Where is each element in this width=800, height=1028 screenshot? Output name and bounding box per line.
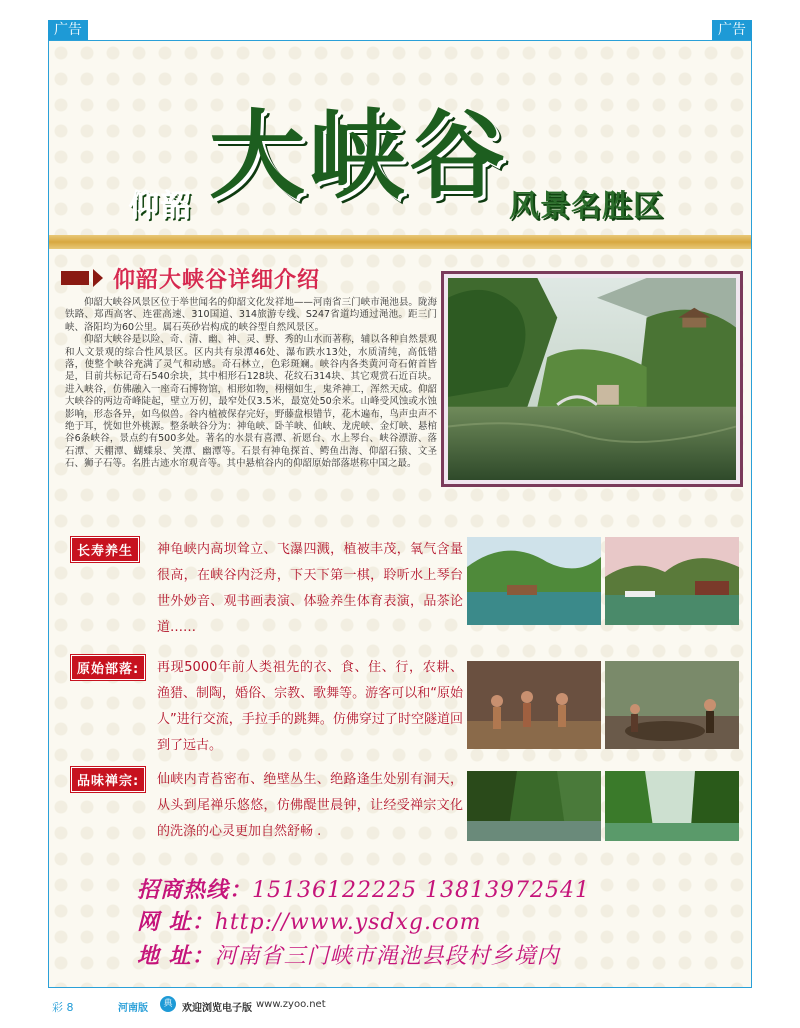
- gorge-lake-photo: [448, 278, 736, 480]
- hotline-label: 招商热线：: [137, 877, 253, 903]
- page-number: 彩 8: [52, 1001, 74, 1014]
- intro-paragraph-2: 仰韶大峡谷是以险、奇、清、幽、神、灵、野、秀的山水而著称，辅以各种自然景观和人文景观的综合性风景区。区内共有泉潭46处、瀑布跌水13处，水质清纯，高低错落，使整个峡谷充满了灵气和动感。奇石林立，色彩斑斓。峡谷内各类黄河奇石俯首皆是，目前共标记奇石540余块，其中相形石128块、花纹石314块、其它观赏石近百块。进入峡谷，仿佛融入一座奇石博物馆，相形如物，栩栩如生，鬼斧神工，浑然天成。仰韶大峡谷的两边奇峰陡起，壁立万仞，最窄处仅3.5米，最宽处50余米。山峰受风蚀或水蚀影响，形态各异，如鸟似兽。谷内植被保存完好，野藤盘根错节，花木遍布，鸟声虫声不绝于耳，恍如世外桃源。整条峡谷分为：神龟峡、卧羊峡、仙峡、龙虎峡、金灯峡、悬棺谷6条峡谷，景点约有500多处。著名的水景有喜潭、祈愿台、水上琴台、峡谷漂游、落石潭、天棚潭、蝴蝶泉、笑潭、幽潭等。石景有神龟探首、鳄鱼出海、仰韶石猿、文圣石、狮子石等。名胜古迹水帘观音等。其中悬棺谷内的仰韶原始部落堪称中国之最。: [65, 334, 437, 470]
- longevity-photo-2: [605, 537, 739, 625]
- hero-title: 大峡谷: [209, 100, 509, 212]
- feature-label: 长寿养生: [71, 537, 139, 562]
- site-link[interactable]: www.zyoo.net: [256, 999, 326, 1010]
- feature-label: 品味禅宗:: [71, 767, 145, 792]
- address-label: 地 址：: [137, 943, 215, 969]
- contact-website: [137, 905, 481, 936]
- gold-divider: [49, 235, 751, 249]
- ad-frame: [48, 40, 752, 988]
- longevity-photo-1: [467, 537, 601, 625]
- section-title: 仰韶大峡谷详细介绍: [113, 268, 321, 293]
- hero-prefix: 仰韶: [129, 189, 193, 224]
- intro-text: [65, 297, 437, 471]
- zen-photo-1: [467, 771, 601, 841]
- address-value: 河南省三门峡市渑池县段村乡境内: [214, 944, 560, 969]
- main-photo: [441, 271, 743, 487]
- edition-label: 河南版: [118, 1003, 148, 1014]
- hero-banner: [49, 41, 751, 241]
- tribe-photo-2: [605, 661, 739, 749]
- web-label: 网 址：: [137, 909, 215, 935]
- tribe-photo-1: [467, 661, 601, 749]
- hero-suffix: 风景名胜区: [509, 189, 664, 224]
- contact-address: [137, 939, 560, 970]
- feature-label: 原始部落:: [71, 655, 145, 680]
- welcome-text: 欢迎浏览电子版: [182, 1003, 252, 1014]
- page-footer: [48, 995, 752, 1019]
- arrow-icon: [93, 269, 103, 287]
- zen-photo-2: [605, 771, 739, 841]
- contact-hotline: [137, 873, 590, 904]
- web-value[interactable]: http://www.ysdxg.com: [214, 910, 482, 935]
- bar-icon: [61, 271, 89, 285]
- edition-badge-icon: 典: [160, 996, 176, 1012]
- hotline-value: 15136122225 13813972541: [252, 878, 590, 903]
- intro-paragraph-1: 仰韶大峡谷风景区位于举世闻名的仰韶文化发祥地——河南省三门峡市渑池县。陇海铁路、郑西高客、连霍高速、310国道、314旅游专线、S247省道均通过渑池。距三门峡、洛阳均为60公里。属石英砂岩构成的峡谷型自然风景区。: [65, 297, 437, 333]
- feature-text: 再现5000年前人类祖先的衣、食、住、行，农耕、渔猎、制陶，婚俗、宗教、歌舞等。游客可以和“原始人”进行交流，手拉手的跳舞。仿佛穿过了时空隧道回到了远古。: [157, 660, 463, 753]
- ad-tag-right: 广告: [712, 20, 752, 40]
- ad-tag-left: 广告: [48, 20, 88, 40]
- feature-text: 仙峡内青苔密布、绝壁丛生、绝路逢生处别有洞天，从头到尾禅乐悠悠，仿佛醍世晨钟，让经受禅宗文化的洗涤的心灵更加自然舒畅 .: [157, 772, 463, 839]
- feature-text: 神龟峡内高坝耸立、飞瀑四溅，植被丰茂，氧气含量很高，在峡谷内泛舟，下天下第一棋，聆听水上琴台世外妙音、观书画表演、体验养生体育表演，品茶论道……: [157, 542, 463, 635]
